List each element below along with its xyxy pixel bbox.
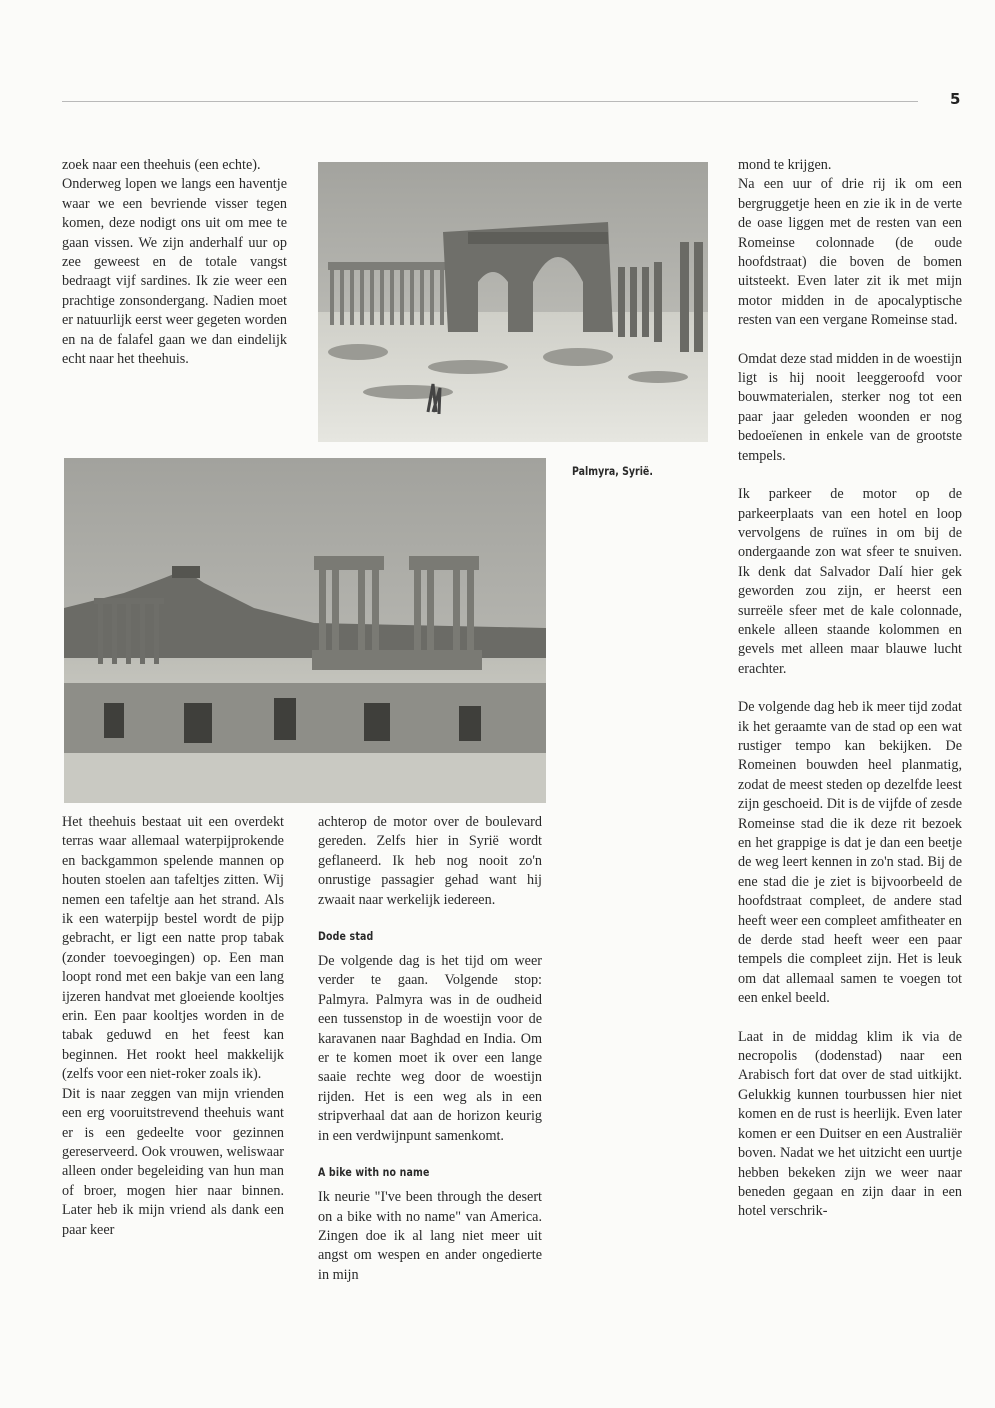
paragraph: mond te krijgen. xyxy=(738,157,832,173)
page-number: 5 xyxy=(950,90,961,108)
section-heading: A bike with no name xyxy=(318,1165,430,1180)
paragraph: Het theehuis bestaat uit een overdekt terras waar allemaal waterpijprokende en backgammon spelende mannen op houten stoelen aan tafeltjes zitten. Wij nemen een tafeltje aan het strand. Als ik een waterpijp bestel wordt de pijp gebracht, er ligt een natte prop tabak (zonder toevoegingen) op. Een man loopt rond met een bakje van een lang ijzeren handvat met gloeiende kooltjes erin. Een paar kooltjes worden in de tabak geduwd en het feest kan beginnen. Het rookt heel makkelijk (zelfs voor een niet-roker zoals ik). xyxy=(62,814,284,1083)
photo-palmyra-tetrapylon xyxy=(64,458,546,803)
photo-tetrapylon-image xyxy=(64,458,546,803)
photo-caption: Palmyra, Syrië. xyxy=(572,464,653,478)
paragraph: Laat in de middag klim ik via de necropolis (dodenstad) naar een Arabisch fort dat over de stad uitkijkt. Gelukkig kunnen tourbussen hier niet komen en de rust is heerlijk. Even later komen er een Duitser en een Australiër boven. Nadat we het uitzicht een uurtje hebben bekeken zijn we weer naar beneden gegaan en zijn daar in een hotel verschrik- xyxy=(738,1028,962,1220)
paragraph: zoek naar een theehuis (een echte). xyxy=(62,157,261,173)
paragraph: Ik parkeer de motor op de parkeerplaats van een hotel en loop vervolgens de ruïnes in om bij de ondergaande zon wat sfeer te snuiven. Ik denk dat Salvador Dalí hier gek geworden zou zijn, er heerst een surreële sfeer met de kale colonnade, enkele alleen staande kolommen en gevels met alleen maar blauwe lucht erachter. xyxy=(738,486,962,677)
paragraph: Dit is naar zeggen van mijn vrienden een erg vooruitstrevend theehuis want er is een gedeelte voor gezinnen gereserveerd. Ook vrouwen, weliswaar alleen onder begeleiding van hun man of broer, mogen hier naar binnen. Later heb ik mijn vriend als dank een paar keer xyxy=(62,1085,284,1238)
photo-palmyra-arch xyxy=(318,162,708,442)
header-rule xyxy=(62,101,918,102)
section-heading: Dode stad xyxy=(318,929,374,944)
paragraph: Ik neurie "I've been through the desert on a bike with no name" van America. Zingen doe ik al lang niet meer uit angst om wespen en ander ongedierte in mijn xyxy=(318,1189,542,1283)
paragraph: achterop de motor over de boulevard gereden. Zelfs hier in Syrië wordt geflaneerd. Ik heb nog nooit zo'n onrustige passagier gehad want hij zwaait naar werkelijk iedereen. xyxy=(318,814,542,908)
paragraph: De volgende dag heb ik meer tijd zodat ik het geraamte van de stad op een wat rustiger tempo kan bekijken. De Romeinen bouwden heel planmatig, zodat de meest steden op dezelfde leest zijn geschoeid. Dit is de vijfde of zesde Romeinse stad die ik deze rit bezoek en het grappige is dat je dan een beetje de weg leert kennen in zo'n stad. Bij de ene stad die je ziet is bijvoorbeeld de hoofdstraat compleet, de andere stad heeft weer een compleet amfitheater en de derde stad heeft weer een paar tempels die compleet zijn. Het is leuk om dat allemaal samen te voegen tot een enkel beeld. xyxy=(738,699,962,1007)
column-middle xyxy=(318,813,542,1285)
paragraph: Na een uur of drie rij ik om een bergruggetje heen en zie ik in de verte de oase liggen met de resten van een Romeinse colonnade (de oude hoofdstraat) die boven de bomen uitsteekt. Even later zit ik met mijn motor midden in de apocalyptische resten van een vergane Romeinse stad. xyxy=(738,176,962,329)
paragraph: Onderweg lopen we langs een haventje waar we een bevriende visser tegen komen, deze nodigt ons uit om mee te gaan vissen. We zijn anderhalf uur op zee geweest en de totale vangst bedraagt vijf sardines. Ik zie weer een prachtige zonsondergang. Nadien moet er natuurlijk eerst weer gegeten worden en na de falafel gaan we dan eindelijk echt naar het theehuis. xyxy=(62,176,287,368)
column-right xyxy=(738,156,962,1222)
column-top-left xyxy=(62,156,287,369)
column-bottom-left xyxy=(62,813,284,1240)
paragraph: Omdat deze stad midden in de woestijn ligt is hij nooit leeggeroofd voor bouwmaterialen, sterker nog tot een paar jaar geleden woonden er nog bedoeïenen in enkele van de grootste tempels. xyxy=(738,350,962,464)
paragraph: De volgende dag is het tijd om weer verder te gaan. Volgende stop: Palmyra. Palmyra was in de oudheid een tussenstop in de woestijn voor de karavanen naar Baghdad en India. Om er te komen moet ik over een lange saaie rechte weg door de woestijn rijden. Het is een weg als in een stripverhaal dat aan de horizon keurig in een verdwijnpunt samenkomt. xyxy=(318,953,542,1144)
photo-arch-image xyxy=(318,162,708,442)
